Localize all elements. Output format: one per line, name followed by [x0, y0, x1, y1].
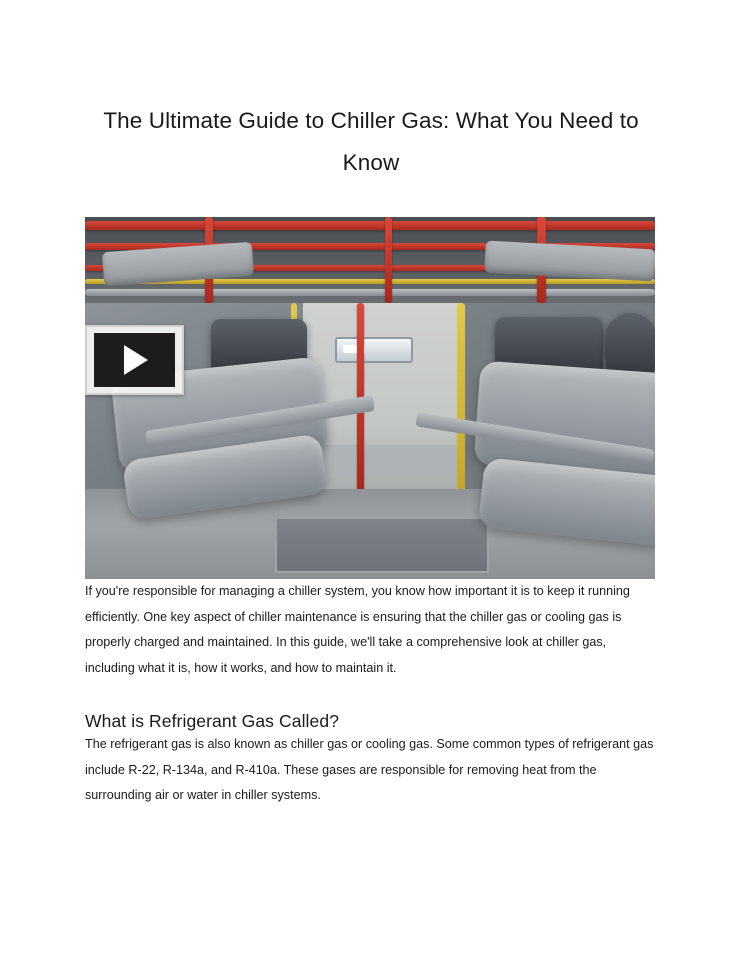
page-title: The Ultimate Guide to Chiller Gas: What You Need to Know [103, 108, 639, 175]
play-button[interactable] [85, 325, 184, 395]
document-content [85, 0, 657, 809]
red-pipe [85, 221, 655, 230]
chiller-room-photo [85, 217, 655, 579]
red-pipe-vertical [385, 217, 392, 303]
ceiling-light [335, 337, 413, 363]
ceiling-structure [85, 217, 655, 303]
floor-trench [275, 517, 489, 573]
grey-pipe [85, 289, 655, 296]
play-icon [123, 345, 147, 375]
section-heading: What is Refrigerant Gas Called? [85, 711, 340, 731]
intro-paragraph: If you're responsible for managing a chiller system, you know how important it is to keep it running efficiently. One key aspect of chiller maintenance is ensuring that the chiller gas or cooling gas is properly charged and maintained. In this guide, we'll take a comprehensive look at chiller gas, including what it is, how it works, and how to maintain it. [85, 584, 630, 675]
back-wall-band [303, 445, 463, 475]
section-paragraph: The refrigerant gas is also known as chiller gas or cooling gas. Some common types of refrigerant gas include R-22, R-134a, and R-410a. These gases are responsible for removing heat from the surrounding air or water in chiller systems. [85, 737, 654, 802]
play-button-inner [94, 333, 175, 387]
video-figure[interactable] [85, 217, 655, 579]
